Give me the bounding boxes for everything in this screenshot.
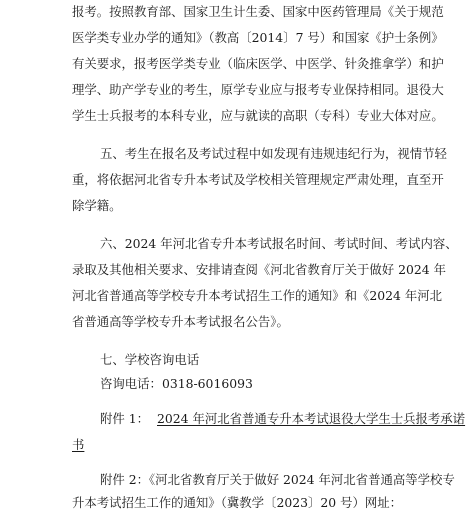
text-line: 录取及其他相关要求、安排请查阅《河北省教育厅关于做好 2024 年 — [72, 262, 446, 277]
text-line: 河北省普通高等学校专升本考试招生工作的通知》和《2024 年河北 — [72, 288, 443, 303]
text-line: 五、考生在报名及考试过程中如发现有违规违纪行为，视情节轻 — [100, 146, 447, 161]
consult-phone: 咨询电话：0318-6016093 — [100, 376, 253, 391]
annex-1-link[interactable]: 2024 年河北省普通专升本考试退役大学生士兵报考承诺 — [157, 411, 466, 426]
text-line: 学生士兵报考的本科专业，应与就读的高职（专科）专业大体对应。 — [72, 108, 444, 123]
text-line: 升本考试招生工作的通知》（冀教学〔2023〕20 号）网址： — [72, 495, 403, 510]
text-line: 报考。按照教育部、国家卫生计生委、国家中医药管理局《关于规范 — [72, 4, 444, 19]
text-line: 附件 2：《河北省教育厅关于做好 2024 年河北省普通高等学校专 — [100, 472, 455, 487]
text-line: 重，将依据河北省专升本考试及学校相关管理规定严肃处理，直至开 — [72, 172, 444, 187]
text-line: 理学、助产学专业的考生，原学专业应与报考专业保持相同。退役大 — [72, 82, 444, 97]
annex-1-link-continued[interactable]: 书 — [72, 437, 85, 452]
section-heading: 七、学校咨询电话 — [100, 352, 200, 367]
text-line: 除学籍。 — [72, 198, 122, 213]
text-line: 省普通高等学校专升本考试报名公告》。 — [72, 314, 289, 329]
text-line: 医学类专业办学的通知》（教高〔2014〕7 号）和国家《护士条例》 — [72, 30, 444, 45]
annex-1-prefix: 附件 1： — [100, 411, 149, 426]
text-line: 六、2024 年河北省专升本考试报名时间、考试时间、考试内容、 — [100, 236, 458, 251]
text-line: 有关要求，报考医学类专业（临床医学、中医学、针灸推拿学）和护 — [72, 56, 444, 71]
